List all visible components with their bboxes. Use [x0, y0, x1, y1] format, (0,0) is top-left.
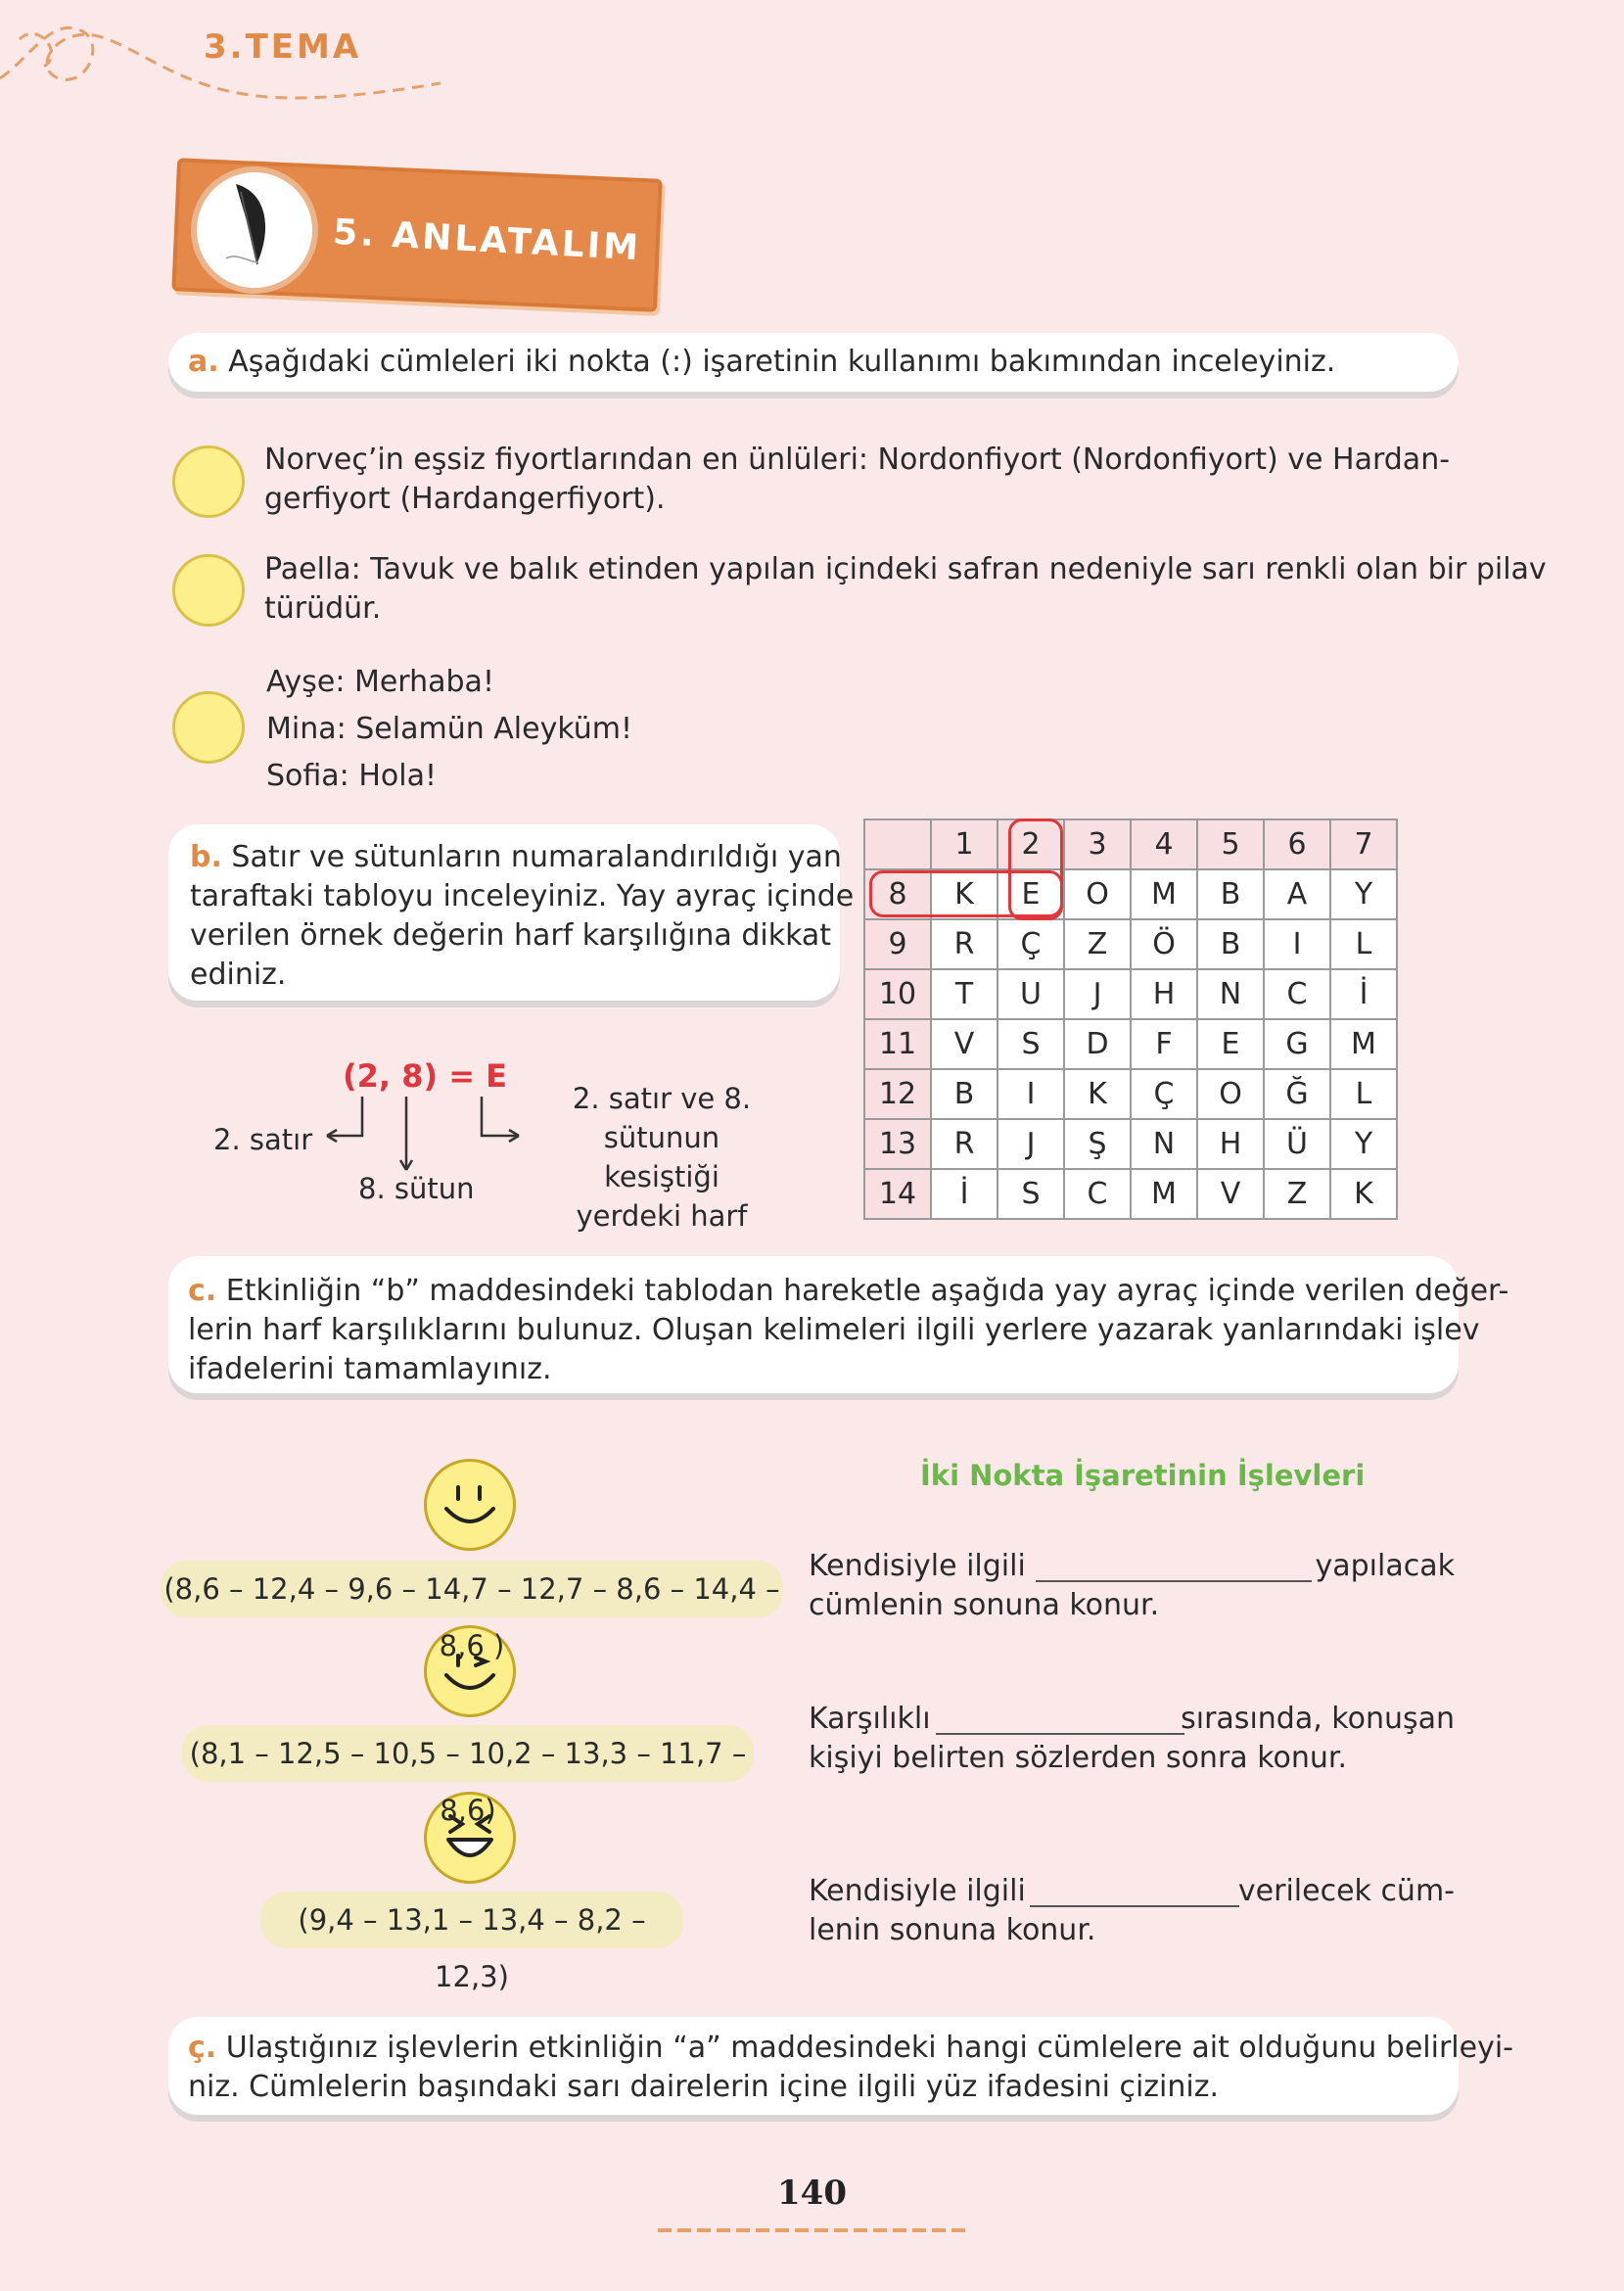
grid-cell: B	[1197, 869, 1264, 919]
grid-header-row	[864, 819, 1397, 869]
grid-row-header: 12	[864, 1069, 931, 1119]
grid-row	[864, 969, 1397, 1019]
grid-corner-cell	[864, 819, 931, 869]
grid-column-header: 5	[1197, 819, 1264, 869]
answer-blank-3[interactable]	[1030, 1876, 1239, 1907]
grid-cell: M	[1131, 1169, 1197, 1219]
part-cc-instruction-box: ç. Ulaştığınız işlevlerin etkinliğin “a” maddesindeki hangi cümlelere ait olduğunu belirleyi- niz. Cümlelerin başındaki sarı dairelerin içine ilgili yüz ifadesini çiziniz.	[168, 2017, 1459, 2115]
grid-cell: H	[1197, 1119, 1264, 1169]
part-a-letter: a.	[188, 345, 219, 379]
grid-cell: C	[1264, 969, 1330, 1019]
answer-circle-1[interactable]	[172, 445, 245, 518]
function-2: Karşılıklı sırasında, konuşan kişiyi belirten sözlerden sonra konur.	[809, 1702, 1455, 1775]
sentence-2: Paella: Tavuk ve balık etinden yapılan içindeki safran nedeniyle sarı renkli olan bir pilav türüdür.	[264, 552, 1547, 626]
sentence-1: Norveç’in eşsiz fiyortlarından en ünlüleri: Nordonfiyort (Nordonfiyort) ve Hardan- gerfiyort (Hardangerfiyort).	[264, 443, 1451, 516]
grid-row	[864, 1069, 1397, 1119]
grid-cell: Ğ	[1264, 1069, 1330, 1119]
grid-cell: E	[998, 869, 1064, 919]
grid-cell: M	[1131, 869, 1197, 919]
page-number: 140	[777, 2174, 847, 2213]
grid-cell: O	[1064, 869, 1131, 919]
grid-cell: K	[1064, 1069, 1131, 1119]
grid-cell: I	[998, 1069, 1064, 1119]
grid-cell: B	[931, 1069, 998, 1119]
functions-heading: İki Nokta İşaretinin İşlevleri	[920, 1459, 1366, 1492]
grid-cell: Y	[1330, 1119, 1397, 1169]
grid-cell: Ö	[1131, 919, 1197, 969]
grid-cell: T	[931, 969, 998, 1019]
example-arrows	[313, 1092, 529, 1180]
grid-cell: V	[1197, 1169, 1264, 1219]
function-3: Kendisiyle ilgili verilecek cüm- lenin sonuna konur.	[809, 1874, 1455, 1947]
grid-cell: F	[1131, 1019, 1197, 1069]
section-title: 5. ANLATALIM	[332, 211, 642, 269]
grid-cell: A	[1264, 869, 1330, 919]
row-8-highlight	[869, 870, 1063, 917]
theme-label: 3.TEMA	[204, 27, 362, 67]
grid-cell: N	[1131, 1119, 1197, 1169]
grid-cell: I	[1264, 919, 1330, 969]
grid-cell: K	[1330, 1169, 1397, 1219]
part-c-instruction-box: c. Etkinliğin “b” maddesindeki tablodan hareketle aşağıda yay ayraç içinde verilen değer- lerin harf karşılıklarını bulunuz. Oluşan kelimeleri ilgili yerlere yazarak yanlarındaki işlev ifadelerini tamamlayınız.	[168, 1256, 1459, 1393]
grid-cell: O	[1197, 1069, 1264, 1119]
grid-cell: D	[1064, 1019, 1131, 1069]
grid-cell: Z	[1264, 1169, 1330, 1219]
grid-column-header: 3	[1064, 819, 1131, 869]
part-a-instruction: Aşağıdaki cümleleri iki nokta (:) işaretinin kullanımı bakımından inceleyiniz.	[228, 345, 1336, 379]
grid-cell: E	[1197, 1019, 1264, 1069]
code-sequence-1: (8,6 – 12,4 – 9,6 – 14,7 – 12,7 – 8,6 – 14,4 – 8,6 )	[161, 1561, 783, 1617]
grid-cell: L	[1330, 919, 1397, 969]
grid-column-header: 1	[931, 819, 998, 869]
grid-cell: Y	[1330, 869, 1397, 919]
grid-cell: C	[1064, 1169, 1131, 1219]
grid-cell: Ş	[1064, 1119, 1131, 1169]
smile-face-icon	[424, 1459, 516, 1551]
grid-cell: J	[998, 1119, 1064, 1169]
label-row: 2. satır	[213, 1123, 313, 1156]
grid-row	[864, 1119, 1397, 1169]
grid-row	[864, 1169, 1397, 1219]
grid-cell: R	[931, 919, 998, 969]
answer-blank-2[interactable]	[936, 1704, 1184, 1735]
grid-cell: S	[998, 1019, 1064, 1069]
grid-cell: G	[1264, 1019, 1330, 1069]
page-number-underline	[656, 2224, 969, 2236]
grid-row-header: 14	[864, 1169, 931, 1219]
grid-cell: B	[1197, 919, 1264, 969]
answer-blank-1[interactable]	[1036, 1551, 1312, 1582]
grid-row	[864, 919, 1397, 969]
grid-cell: N	[1197, 969, 1264, 1019]
grid-cell: H	[1131, 969, 1197, 1019]
grid-column-header: 6	[1264, 819, 1330, 869]
grid-row-header: 8	[864, 869, 931, 919]
grid-cell: Ç	[998, 919, 1064, 969]
grid-cell: İ	[931, 1169, 998, 1219]
grid-cell: İ	[1330, 969, 1397, 1019]
grid-cell: S	[998, 1169, 1064, 1219]
answer-circle-3[interactable]	[172, 691, 245, 764]
part-a-instruction-box	[168, 333, 1459, 392]
grid-row-header: 13	[864, 1119, 931, 1169]
code-sequence-2: (8,1 – 12,5 – 10,5 – 10,2 – 13,3 – 11,7 – 8,6)	[182, 1725, 754, 1782]
grid-cell: R	[931, 1119, 998, 1169]
grid-cell: K	[931, 869, 998, 919]
grid-column-header: 7	[1330, 819, 1397, 869]
answer-circle-2[interactable]	[172, 554, 245, 627]
grid-cell: U	[998, 969, 1064, 1019]
label-column: 8. sütun	[358, 1172, 475, 1205]
grid-column-header: 4	[1131, 819, 1197, 869]
grid-cell: Z	[1064, 919, 1131, 969]
code-sequence-3: (9,4 – 13,1 – 13,4 – 8,2 – 12,3)	[260, 1892, 683, 1948]
grid-row-header: 9	[864, 919, 931, 969]
grid-cell: Ç	[1131, 1069, 1197, 1119]
grid-row-header: 11	[864, 1019, 931, 1069]
grid-row	[864, 1019, 1397, 1069]
label-result: 2. satır ve 8. sütunun kesiştiği yerdeki harf	[572, 1082, 752, 1233]
grid-cell: Ü	[1264, 1119, 1330, 1169]
grid-row-header: 10	[864, 969, 931, 1019]
grid-cell: M	[1330, 1019, 1397, 1069]
grid-cell: V	[931, 1019, 998, 1069]
example-value: (2, 8) = E	[343, 1057, 508, 1095]
quill-icon	[191, 166, 318, 294]
dialogue: Ayşe: Merhaba! Mina: Selamün Aleyküm! Sofia: Hola!	[266, 665, 633, 793]
grid-column-header: 2	[998, 819, 1064, 869]
grid-cell: J	[1064, 969, 1131, 1019]
grid-cell: L	[1330, 1069, 1397, 1119]
part-b-instruction-box: b. Satır ve sütunların numaralandırıldığı yan taraftaki tabloyu inceleyiniz. Yay ayraç içinde verilen örnek değerin harf karşılığına dikkat ediniz.	[168, 824, 840, 1001]
function-1: Kendisiyle ilgili yapılacak cümlenin sonuna konur.	[809, 1549, 1455, 1622]
